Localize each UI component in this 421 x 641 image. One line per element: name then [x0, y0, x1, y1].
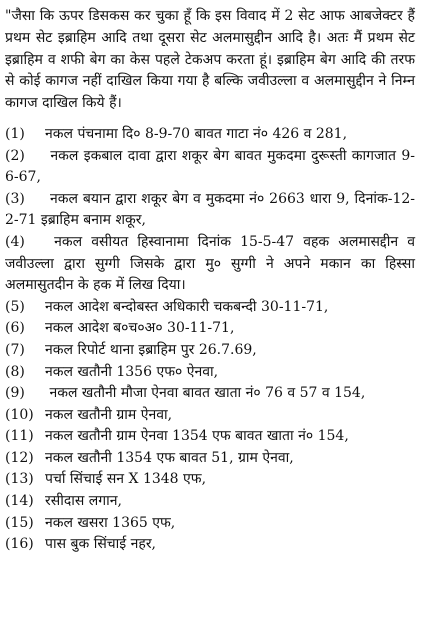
list-item [5, 232, 415, 297]
list-item [5, 426, 415, 448]
item-number: (9) [5, 385, 25, 402]
list-item [5, 124, 415, 146]
item-text: नकल खतौनी मौजा ऐनवा बावत खाता नं० 76 व 57 व 154, [49, 385, 366, 402]
list-item [5, 146, 415, 189]
item-text: नकल इकबाल दावा द्वारा शकूर बेग बावत मुकदमा दुरूस्ती कागजात 9-6-67, [5, 147, 415, 186]
item-number: (2) [5, 147, 25, 164]
item-number: (4) [5, 233, 25, 250]
item-number: (16) [5, 536, 34, 553]
item-text: रसीदास लगान, [45, 493, 123, 510]
item-number: (12) [5, 449, 34, 466]
item-number: (15) [5, 514, 34, 531]
item-text: नकल खसरा 1365 एफ, [45, 514, 176, 531]
item-text: नकल खतौनी ग्राम ऐनवा, [45, 406, 173, 423]
item-text: नकल आदेश बन्दोबस्त अधिकारी चकबन्दी 30-11-71, [45, 298, 329, 315]
item-text: नकल खतौनी 1356 एफ० ऐनवा, [45, 363, 219, 380]
item-number: (7) [5, 341, 25, 358]
document-list [5, 124, 415, 556]
list-item [5, 318, 415, 340]
list-item [5, 340, 415, 362]
item-text: नकल वसीयत हिस्वानामा दिनांक 15-5-47 वहक अलमासद्दीन व जवीउल्ला द्वारा सुग्गी जिसके द्वारा मु० सुग्गी ने अपने मकान का हिस्सा अलमासुतदीन के हक में लिख दिया। [5, 233, 416, 294]
item-number: (3) [5, 190, 25, 207]
list-item [5, 448, 415, 470]
item-text: नकल खतौनी 1354 एफ बावत 51, ग्राम ऐनवा, [45, 449, 294, 466]
item-number: (5) [5, 298, 25, 315]
item-text: नकल रिपोर्ट थाना इब्राहिम पुर 26.7.69, [45, 341, 257, 358]
item-number: (8) [5, 363, 25, 380]
list-item [5, 189, 415, 232]
item-number: (6) [5, 320, 25, 337]
item-text: नकल खतौनी ग्राम ऐनवा 1354 एफ बावत खाता नं० 154, [45, 428, 349, 445]
item-text: पास बुक सिंचाई नहर, [45, 536, 156, 553]
list-item [5, 491, 415, 513]
item-text: नकल आदेश ब०च०अ० 30-11-71, [45, 320, 235, 337]
item-number: (13) [5, 471, 34, 488]
item-number: (10) [5, 406, 34, 423]
list-item [5, 469, 415, 491]
item-text: नकल बयान द्वारा शकूर बेग व मुकदमा नं० 2663 धारा 9, दिनांक-12-2-71 इब्राहिम बनाम शकूर, [5, 190, 416, 229]
item-number: (11) [5, 428, 34, 445]
list-item [5, 383, 415, 405]
item-number: (14) [5, 493, 34, 510]
list-item [5, 362, 415, 384]
list-item [5, 513, 415, 535]
list-item [5, 297, 415, 319]
item-number: (1) [5, 125, 25, 142]
list-item [5, 534, 415, 556]
list-item [5, 405, 415, 427]
intro-paragraph: "जैसा कि ऊपर डिसकस कर चुका हूँ कि इस विवाद में 2 सेट आफ आबजेक्टर हैं प्रथम सेट इब्राहिम आदि तथा दूसरा सेट अलमासुद्दीन आदि है। अतः मैं प्रथम सेट इब्राहिम व शफी बेग का केस पहले टेकअप करता हूं। इब्राहिम बेग आदि की तरफ से कोई कागज नहीं दाखिल किया गया है बल्कि जवीउल्ला व अलमासुद्दीन ने निम्न कागज दाखिल किये हैं। [5, 8, 415, 112]
item-text: पर्चा सिंचाई सन X 1348 एफ, [45, 471, 207, 488]
item-text: नकल पंचनामा दि० 8-9-70 बावत गाटा नं० 426 व 281, [45, 125, 348, 142]
